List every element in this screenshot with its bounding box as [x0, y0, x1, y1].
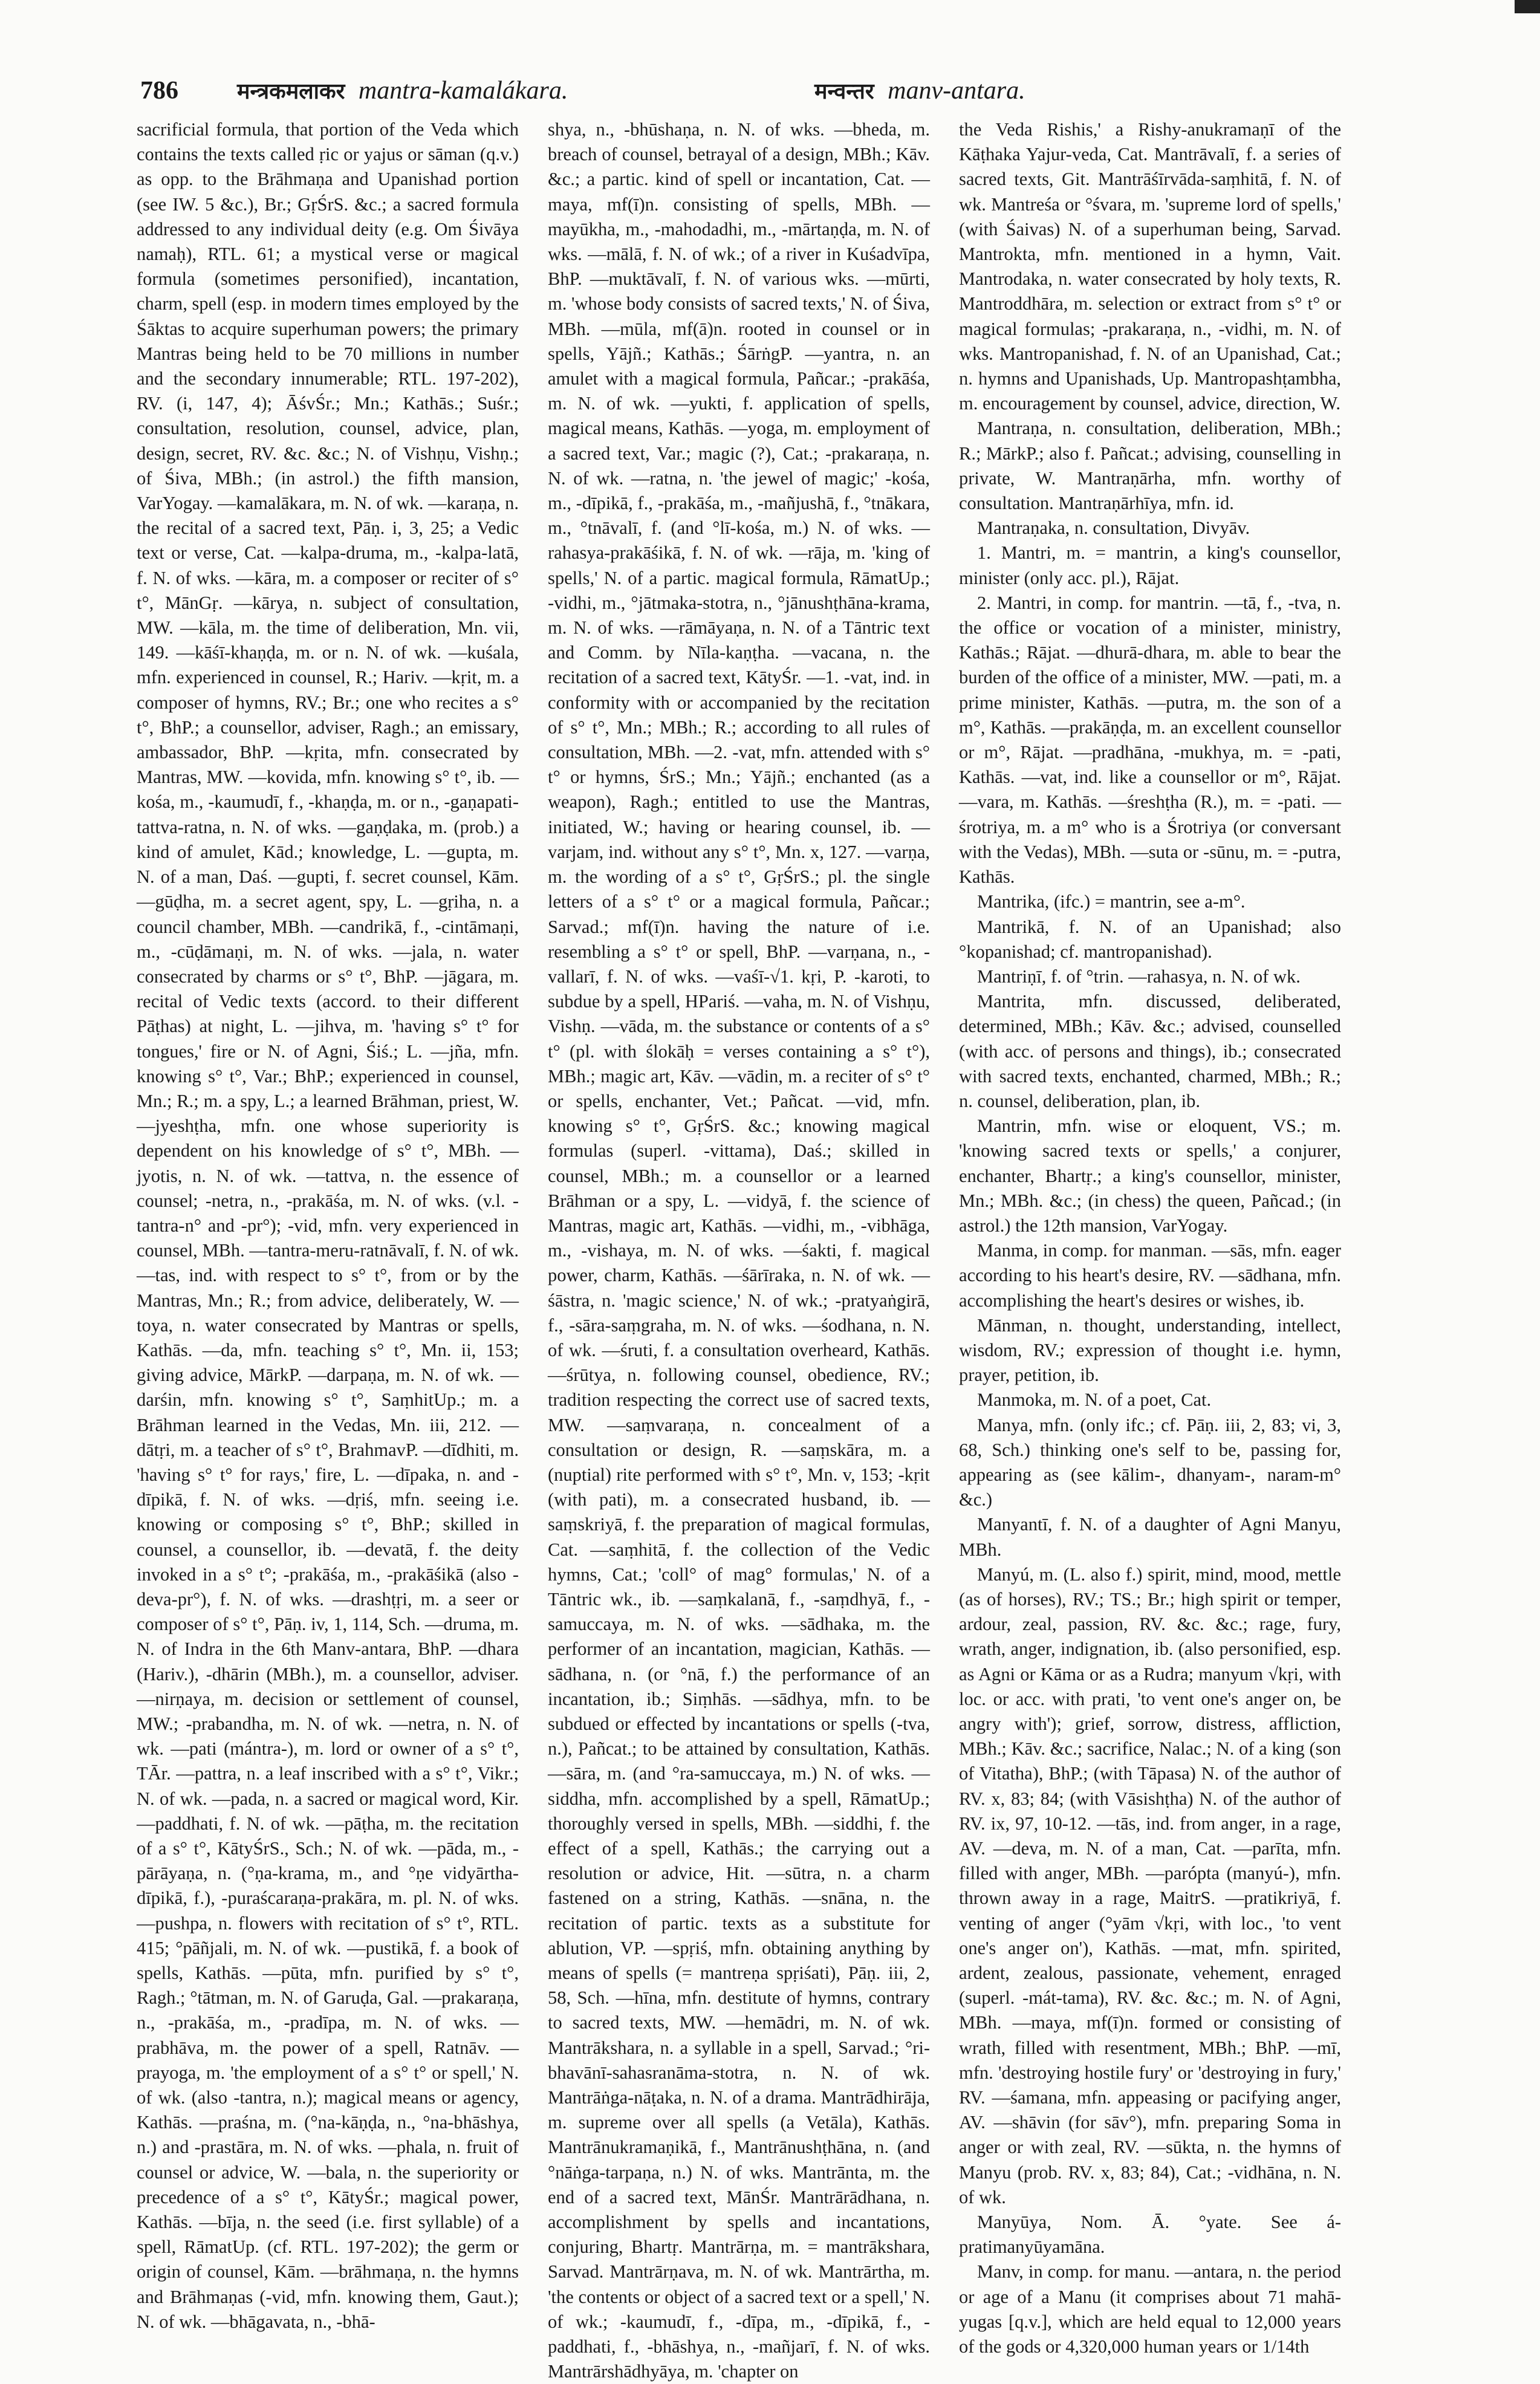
header-left-devanagari: मन्त्रकमलाकर [237, 79, 345, 104]
entry-paragraph: Manya, mfn. (only ifc.; cf. Pāṇ. iii, 2, 83; vi, 3, 68, Sch.) thinking one's self to be, passing for, appearing as (see kālim-, dhanyam-, naram-m° &c.) [959, 1414, 1341, 1510]
entry-paragraph: Manmoka, m. N. of a poet, Cat. [977, 1389, 1212, 1411]
entry-paragraph: Mantriṇī, f. of °trin. —rahasya, n. N. of wk. [977, 966, 1301, 987]
entry-paragraph: Mantrin, mfn. wise or eloquent, VS.; m. 'knowing sacred texts or spells,' a conjurer, enchanter, Bhartṛ.; a king's counsellor, minister, Mn.; MBh. &c.; (in chess) the queen, Pañcad.; (in astrol.) the 12th mansion, VarYogay. [959, 1116, 1341, 1236]
entry-paragraph: 1. Mantri, m. = mantrin, a king's counsellor, minister (only acc. pl.), Rājat. [959, 542, 1341, 588]
text-column-left [137, 117, 519, 2332]
header-right-roman: manv-antara. [888, 77, 1025, 105]
entry-paragraph: Mantraṇa, n. consultation, deliberation, MBh.; R.; MārkP.; also f. Pañcat.; advising, counselling in private, W. Mantraṇārha, mfn. worthy of consultation. Mantraṇārhīya, mfn. id. [959, 418, 1341, 514]
header-right-devanagari: मन्वन्तर [814, 79, 874, 104]
page-header [140, 73, 1446, 115]
entry-paragraph: sacrificial formula, that portion of the Veda which contains the texts called ṛic or yajus or sāman (q.v.) as opp. to the Brāhmaṇa and Upanishad portion (see IW. 5 &c.), Br.; GṛŚrS. &c.; a sacred formula addressed to any individual deity (e.g. Om Śivāya namaḥ), RTL. 61; a mystical verse or magical formula (sometimes personified), incantation, charm, spell (esp. in modern times employed by the Śāktas to acquire superhuman powers; the primary Mantras being held to be 70 millions in number and the secondary innumerable; RTL. 197-202), RV. (i, 147, 4); ĀśvŚr.; Mn.; Kathās.; Suśr.; consultation, resolution, counsel, advice, plan, design, secret, RV. &c. &c.; N. of Vishṇu, Vishṇ.; of Śiva, MBh.; (in astrol.) the fifth mansion, VarYogay. —kamalākara, m. N. of wk. —karaṇa, n. the recital of a sacred text, Pāṇ. i, 3, 25; a Vedic text or verse, Cat. —kalpa-druma, m., -kalpa-latā, f. N. of wks. —kāra, m. a composer or reciter of s° t°, MānGṛ. —kārya, n. subject of consultation, MW. —kāla, m. the time of deliberation, Mn. vii, 149. —kāśī-khaṇḍa, m. or n. N. of wk. —kuśala, mfn. experienced in counsel, R.; Hariv. —kṛit, m. a composer of hymns, RV.; Br.; one who recites a s° t°, BhP.; a counsellor, adviser, Ragh.; an emissary, ambassador, BhP. —kṛita, mfn. consecrated by Mantras, MW. —kovida, mfn. knowing s° t°, ib. —kośa, m., -kaumudī, f., -khaṇḍa, m. or n., -gaṇapati-tattva-ratna, n. N. of wks. —gaṇḍaka, m. (prob.) a kind of amulet, Kād.; knowledge, L. —gupta, m. N. of a man, Daś. —gupti, f. secret counsel, Kām. —gūḍha, m. a secret agent, spy, L. —gṛiha, n. a council chamber, MBh. —candrikā, f., -cintāmaṇi, m., -cūḍāmaṇi, m. N. of wks. —jala, n. water consecrated by charms or s° t°, BhP. —jāgara, m. recital of Vedic texts (accord. to their different Pāṭhas) at night, L. —jihva, m. 'having s° t° for tongues,' fire or N. of Agni, Śiś.; L. —jña, mfn. knowing s° t°, Var.; BhP.; experienced in counsel, Mn.; R.; m. a spy, L.; a learned Brāhman, priest, W. —jyeshṭha, mfn. one whose superiority is dependent on his knowledge of s° t°, MBh. —jyotis, n. N. of wk. —tattva, n. the essence of counsel; -netra, n., -prakāśa, m. N. of wks. (v.l. -tantra-n° and -pr°); -vid, mfn. very experienced in counsel, MBh. —tantra-meru-ratnāvalī, f. N. of wk. —tas, ind. with respect to s° t°, from or by the Mantras, Mn.; R.; from advice, deliberately, W. —toya, n. water consecrated by Mantras or spells, Kathās. —da, mfn. teaching s° t°, Mn. ii, 153; giving advice, MārkP. —darpaṇa, m. N. of wk. —darśin, mfn. knowing s° t°, SaṃhitUp.; m. a Brāhman learned in the Vedas, Mn. iii, 212. —dātṛi, m. a teacher of s° t°, BrahmavP. —dīdhiti, m. 'having s° t° for rays,' fire, L. —dīpaka, n. and -dīpikā, f. N. of wks. —dṛiś, mfn. seeing i.e. knowing or composing s° t°, BhP.; skilled in counsel, a counsellor, ib. —devatā, f. the deity invoked in a s° t°; -prakāśa, m., -prakāśikā (also -deva-pr°), f. N. of wks. —drashṭṛi, m. a seer or composer of s° t°, Pāṇ. iv, 1, 114, Sch. —druma, m. N. of Indra in the 6th Manv-antara, BhP. —dhara (Hariv.), -dhārin (MBh.), m. a counsellor, adviser. —nirṇaya, m. decision or settlement of counsel, MW.; -prabandha, m. N. of wk. —netra, n. N. of wk. —pati (mántra-), m. lord or owner of a s° t°, TĀr. —pattra, n. a leaf inscribed with a s° t°, Vikr.; N. of wk. —pada, n. a sacred or magical word, Kir. —paddhati, f. N. of wk. —pāṭha, m. the recitation of a s° t°, KātyŚrS., Sch.; N. of wk. —pāda, m., -pārāyaṇa, n. (°ṇa-krama, m., and °ṇe vidyārtha-dīpikā, f.), -puraścaraṇa-prakāra, m. pl. N. of wks. —pushpa, n. flowers with recitation of s° t°, RTL. 415; °pāñjali, m. N. of wk. —pustikā, f. a book of spells, Kathās. —pūta, mfn. purified by s° t°, Ragh.; °tātman, m. N. of Garuḍa, Gal. —prakaraṇa, n., -prakāśa, m., -pradīpa, m. N. of wks. —prabhāva, m. the power of a spell, Ratnāv. —prayoga, m. 'the employment of a s° t° or spell,' N. of wk. (also -tantra, n.); magical means or agency, Kathās. —praśna, m. (°na-kāṇḍa, n., °na-bhāshya, n.) and -prastāra, m. N. of wks. —phala, n. fruit of counsel or advice, W. —bala, n. the superiority or precedence of a s° t°, KātyŚr.; magical power, Kathās. —bīja, n. the seed (i.e. first syllable) of a spell, RāmatUp. (cf. RTL. 197-202); the germ or origin of counsel, Kām. —brāhmaṇa, n. the hymns and Brāhmaṇas (-vid, mfn. knowing them, Gaut.); N. of wk. —bhāgavata, n., -bhā- [137, 119, 519, 2332]
entry-paragraph: Manyantī, f. N. of a daughter of Agni Manyu, MBh. [959, 1514, 1341, 1560]
entry-paragraph: Manyūya, Nom. Ā. °yate. See á-pratimanyūyamāna. [959, 2212, 1341, 2258]
scan-edge-mark [1515, 0, 1540, 13]
entry-paragraph: Manv, in comp. for manu. —antara, n. the period or age of a Manu (it comprises about 71 mahā-yugas [q.v.], which are held equal to 12,000 years of the gods or 4,320,000 human years or 1/14th [959, 2261, 1341, 2357]
entry-paragraph: Manyú, m. (L. also f.) spirit, mind, mood, mettle (as of horses), RV.; TS.; Br.; high spirit or temper, ardour, zeal, passion, RV. &c. &c.; rage, fury, wrath, anger, indignation, ib. (also personified, esp. as Agni or Kāma or as a Rudra; manyum √kṛi, with loc. or acc. with prati, 'to vent one's anger on, be angry with'); grief, sorrow, distress, affliction, MBh.; Kāv. &c.; sacrifice, Nalac.; N. of a king (son of Vitatha), BhP.; (with Tāpasa) N. of the author of RV. x, 83; 84; (with Vāsishṭha) N. of the author of RV. ix, 97, 10-12. —tās, ind. from anger, in a rage, AV. —deva, m. N. of a man, Cat. —parīta, mfn. filled with anger, MBh. —parópta (manyú-), mfn. thrown away in a rage, MaitrS. —pratikriyā, f. venting of anger (°yām √kṛi, with loc., 'to vent one's anger on'), Kathās. —mat, mfn. spirited, ardent, zealous, passionate, vehement, enraged (superl. -mát-tama), RV. &c. &c.; m. N. of Agni, MBh. —maya, mf(ī)n. formed or consisting of wrath, filled with resentment, MBh.; BhP. —mī, mfn. 'destroying hostile fury' or 'destroying in fury,' RV. —śamana, mfn. appeasing or pacifying anger, AV. —shāvin (for sāv°), mfn. preparing Soma in anger or with zeal, RV. —sūkta, n. the hymns of Manyu (prob. RV. x, 83; 84), Cat.; -vidhāna, n. N. of wk. [959, 1564, 1341, 2207]
entry-paragraph: Mantrita, mfn. discussed, deliberated, determined, MBh.; Kāv. &c.; advised, counselled (with acc. of persons and things), ib.; consecrated with sacred texts, enchanted, charmed, MBh.; R.; n. counsel, deliberation, plan, ib. [959, 991, 1341, 1111]
entry-paragraph: Mānman, n. thought, understanding, intellect, wisdom, RV.; expression of thought i.e. hymn, prayer, petition, ib. [959, 1314, 1341, 1386]
entry-paragraph: Mantraṇaka, n. consultation, Divyāv. [977, 518, 1250, 539]
text-column-middle [548, 117, 930, 2382]
entry-paragraph: Mantrikā, f. N. of an Upanishad; also °kopanishad; cf. mantropanishad). [959, 916, 1341, 962]
header-left-roman: mantra-kamalákara. [358, 77, 568, 105]
header-right-headword [814, 73, 1025, 110]
page-number: 786 [140, 77, 178, 105]
entry-paragraph: the Veda Rishis,' a Rishy-anukramaṇī of the Kāṭhaka Yajur-veda, Cat. Mantrāvalī, f. a series of sacred texts, Git. Mantrāśīrvāda-saṃhitā, f. N. of wk. Mantreśa or °śvara, m. 'supreme lord of spells,' (with Śaivas) N. of a superhuman being, Sarvad. Mantrokta, mfn. mentioned in a hymn, Vait. Mantrodaka, n. water consecrated by holy texts, R. Mantroddhāra, m. selection or extract from s° t° or magical formulas; -prakaraṇa, n., -vidhi, m. N. of wks. Mantropanishad, f. N. of an Upanishad, Cat.; n. hymns and Upanishads, Up. Mantropashṭambha, m. encouragement by counsel, advice, direction, W. [959, 119, 1341, 414]
entry-paragraph: Manma, in comp. for manman. —sās, mfn. eager according to his heart's desire, RV. —sādhana, mfn. accomplishing the heart's desires or wishes, ib. [959, 1240, 1341, 1311]
entry-paragraph: 2. Mantri, in comp. for mantrin. —tā, f., -tva, n. the office or vocation of a minister, ministry, Kathās.; Rājat. —dhurā-dhara, m. able to bear the burden of the office of a minister, MW. —pati, m. a prime minister, Kathās. —putra, m. the son of a m°, Kathās. —prakāṇḍa, m. an excellent counsellor or m°, Rājat. —pradhāna, -mukhya, m. = -pati, Kathās. —vat, ind. like a counsellor or m°, Rājat. —vara, m. Kathās. —śreshṭha (R.), m. = -pati. —śrotriya, m. a m° who is a Śrotriya (or conversant with the Vedas), MBh. —suta or -sūnu, m. = -putra, Kathās. [959, 592, 1341, 888]
header-left-headword [237, 73, 568, 110]
entry-paragraph: Mantrika, (ifc.) = mantrin, see a-m°. [977, 891, 1246, 912]
entry-paragraph: shya, n., -bhūshaṇa, n. N. of wks. —bheda, m. breach of counsel, betrayal of a design, MBh.; Kāv. &c.; a partic. kind of spell or incantation, Cat. —maya, mf(ī)n. consisting of spells, MBh. —mayūkha, m., -mahodadhi, m., -mārtaṇḍa, m. N. of wks. —mālā, f. N. of wk.; of a river in Kuśadvīpa, BhP. —muktāvalī, f. N. of various wks. —mūrti, m. 'whose body consists of sacred texts,' N. of Śiva, MBh. —mūla, mf(ā)n. rooted in counsel or in spells, Yājñ.; Kathās.; ŚārṅgP. —yantra, n. an amulet with a magical formula, Pañcar.; -prakāśa, m. N. of wk. —yukti, f. application of spells, magical means, Kathās. —yoga, m. employment of a sacred text, Var.; magic (?), Cat.; -prakaraṇa, n. N. of wk. —ratna, n. 'the jewel of magic;' -kośa, m., -dīpikā, f., -prakāśa, m., -mañjushā, f., °tnākara, m., °tnāvalī, f. (and °lī-kośa, m.) N. of wks. —rahasya-prakāśikā, f. N. of wk. —rāja, m. 'king of spells,' N. of a partic. magical formula, RāmatUp.; -vidhi, m., °jātmaka-stotra, n., °jānushṭhāna-krama, m. N. of wks. —rāmāyaṇa, n. N. of a Tāntric text and Comm. by Nīla-kaṇṭha. —vacana, n. the recitation of a sacred text, KātyŚr. —1. -vat, ind. in conformity with or accompanied by the recitation of s° t°, Mn.; MBh.; R.; according to all rules of consultation, MBh. —2. -vat, mfn. attended with s° t° or hymns, ŚrS.; Mn.; Yājñ.; enchanted (as a weapon), Ragh.; entitled to use the Mantras, initiated, W.; having or hearing counsel, ib. —varjam, ind. without any s° t°, Mn. x, 127. —varṇa, m. the wording of a s° t°, GṛŚrS.; pl. the single letters of a s° t° or a magical formula, Pañcar.; Sarvad.; mf(ī)n. having the nature of i.e. resembling a s° t° or spell, BhP. —varṇana, n., -vallarī, f. N. of wks. —vaśī-√1. kṛi, P. -karoti, to subdue by a spell, HPariś. —vaha, m. N. of Vishṇu, Vishṇ. —vāda, m. the substance or contents of a s° t° (pl. with ślokāḥ = verses containing a s° t°), MBh.; magic art, Kāv. —vādin, m. a reciter of s° t° or spells, enchanter, Vet.; Pañcat. —vid, mfn. knowing s° t°, GṛŚrS. &c.; knowing magical formulas (superl. -vittama), Daś.; skilled in counsel, MBh.; m. a counsellor or a learned Brāhman or a spy, L. —vidyā, f. the science of Mantras, magic art, Kathās. —vidhi, m., -vibhāga, m., -vishaya, m. N. of wks. —śakti, f. magical power, charm, Kathās. —śārīraka, n. N. of wk. —śāstra, n. 'magic science,' N. of wk.; -pratyaṅgirā, f., -sāra-saṃgraha, m. N. of wks. —śodhana, n. N. of wk. —śruti, f. a consultation overheard, Kathās. —śrūtya, n. following counsel, obedience, RV.; tradition respecting the correct use of sacred texts, MW. —saṃvaraṇa, n. concealment of a consultation or design, R. —saṃskāra, m. a (nuptial) rite performed with s° t°, Mn. v, 153; -kṛit (with pati), m. a consecrated husband, ib. —saṃskriyā, f. the preparation of magical formulas, Cat. —saṃhitā, f. the collection of the Vedic hymns, Cat.; 'coll° of mag° formulas,' N. of a Tāntric wk., ib. —saṃkalanā, f., -saṃdhyā, f., -samuccaya, m. N. of wks. —sādhaka, m. the performer of an incantation, magician, Kathās. —sādhana, n. (or °nā, f.) the performance of an incantation, ib.; Siṃhās. —sādhya, mfn. to be subdued or effected by incantations or spells (-tva, n.), Pañcat.; to be attained by consultation, Kathās. —sāra, m. (and °ra-samuccaya, m.) N. of wks. —siddha, mfn. accomplished by a spell, RāmatUp.; thoroughly versed in spells, MBh. —siddhi, f. the effect of a spell, Kathās.; the carrying out a resolution or advice, Hit. —sūtra, n. a charm fastened on a string, Kathās. —snāna, n. the recitation of partic. texts as a substitute for ablution, VP. —spṛiś, mfn. obtaining anything by means of spells (= mantreṇa spṛiśati), Pāṇ. iii, 2, 58, Sch. —hīna, mfn. destitute of hymns, contrary to sacred texts, MW. —hemādri, m. N. of wk. Mantrākshara, n. a syllable in a spell, Sarvad.; °ri-bhavānī-sahasranāma-stotra, n. N. of wk. Mantrāṅga-nāṭaka, n. N. of a drama. Mantrādhirāja, m. supreme over all spells (a Vetāla), Kathās. Mantrānukramaṇikā, f., Mantrānushṭhāna, n. (and °nāṅga-tarpaṇa, n.) N. of wks. Mantrānta, m. the end of a sacred text, MānŚr. Mantrārādhana, n. accomplishment by spells and incantations, conjuring, Bhartṛ. Mantrārṇa, m. = mantrākshara, Sarvad. Mantrārṇava, m. N. of wk. Mantrārtha, m. 'the contents or object of a sacred text or a spell,' N. of wk.; -kaumudī, f., -dīpa, m., -dīpikā, f., -paddhati, f., -bhāshya, n., -mañjarī, f. N. of wks. Mantrārshādhyāya, m. 'chapter on [548, 119, 930, 2382]
text-column-right [959, 117, 1341, 2357]
